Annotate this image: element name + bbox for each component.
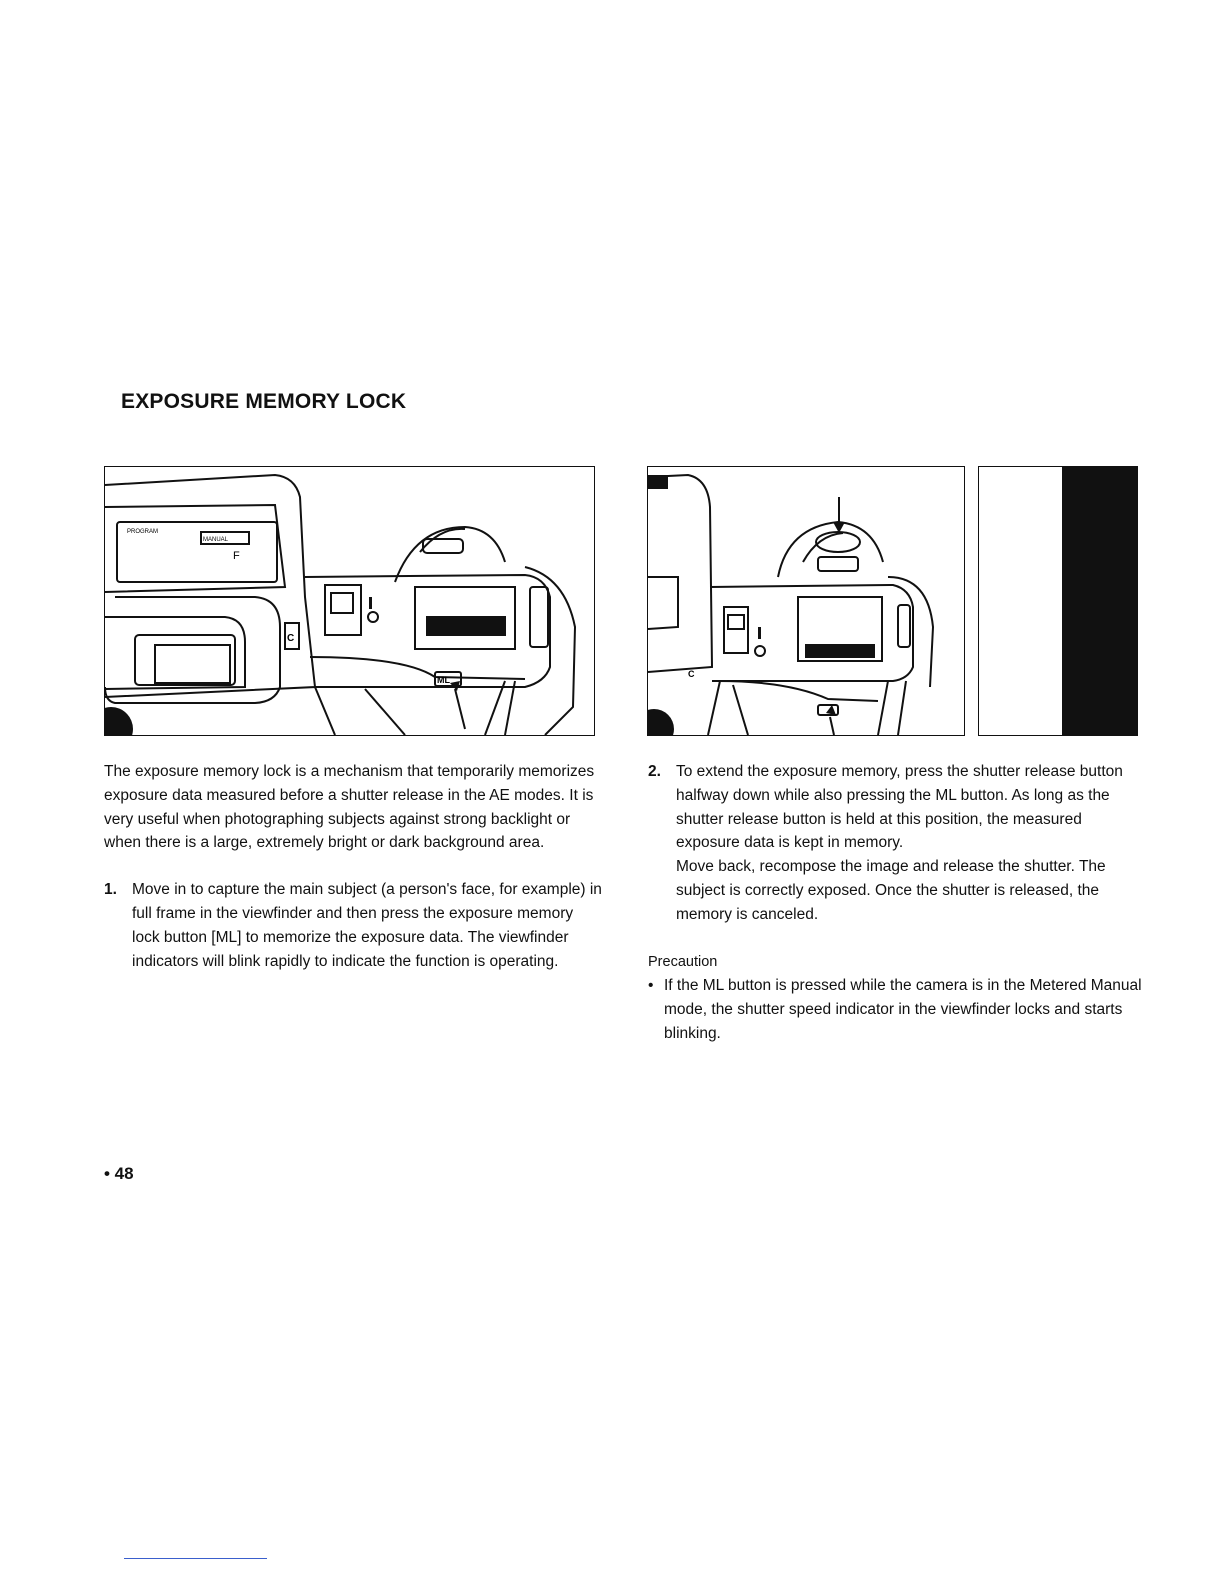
section-title: EXPOSURE MEMORY LOCK bbox=[121, 390, 407, 413]
right-column bbox=[648, 760, 1148, 1046]
c-label: C bbox=[287, 633, 295, 644]
step-text-continued: Move back, recompose the image and release the shutter. The subject is correctly exposed. Once the shutter is released, the memory is canceled. bbox=[676, 858, 1106, 923]
precaution-text: If the ML button is pressed while the camera is in the Metered Manual mode, the shutter speed indicator in the viewfinder locks and starts blinking. bbox=[664, 977, 1142, 1042]
black-band-illustration bbox=[979, 467, 1137, 735]
step-number: 1. bbox=[104, 881, 117, 899]
f-label: F bbox=[233, 550, 240, 562]
precaution-title: Precaution bbox=[648, 953, 718, 970]
step-number: 2. bbox=[648, 763, 661, 780]
figure-camera-ml-button bbox=[104, 466, 595, 736]
step-2 bbox=[648, 760, 1148, 927]
intro-paragraph: The exposure memory lock is a mechanism that temporarily memorizes exposure data measured before a shutter release in the AE modes. It is very useful when photographing subjects against strong backlight or when there is a large, extremely bright or dark background area. bbox=[104, 763, 595, 852]
step-body bbox=[676, 760, 1148, 927]
ml-label: ML bbox=[437, 675, 450, 685]
mode-label: MANUAL bbox=[203, 537, 229, 543]
figure-camera-shutter bbox=[647, 466, 965, 736]
figure-black-band bbox=[978, 466, 1138, 736]
camera-top-view-illustration bbox=[105, 467, 594, 735]
panel-label: PROGRAM bbox=[127, 529, 159, 535]
precaution-item bbox=[648, 974, 1148, 1045]
footer-divider bbox=[124, 1558, 267, 1559]
camera-top-view-shutter-illustration bbox=[648, 467, 964, 735]
page-number: • 48 bbox=[104, 1164, 134, 1183]
c-label: C bbox=[688, 669, 695, 679]
step-text: Move in to capture the main subject (a person's face, for example) in full frame in the viewfinder and then press the exposure memory lock button [ML] to memorize the exposure data. The viewfinder indicators will blink rapidly to indicate the function is operating. bbox=[132, 881, 602, 970]
step-1 bbox=[104, 878, 604, 973]
bullet-icon: • bbox=[648, 977, 654, 995]
left-column bbox=[104, 760, 604, 973]
step-text: To extend the exposure memory, press the shutter release button halfway down while also pressing the ML button. As long as the shutter release button is held at this position, the measured exposure data is kept in memory. bbox=[676, 763, 1123, 852]
